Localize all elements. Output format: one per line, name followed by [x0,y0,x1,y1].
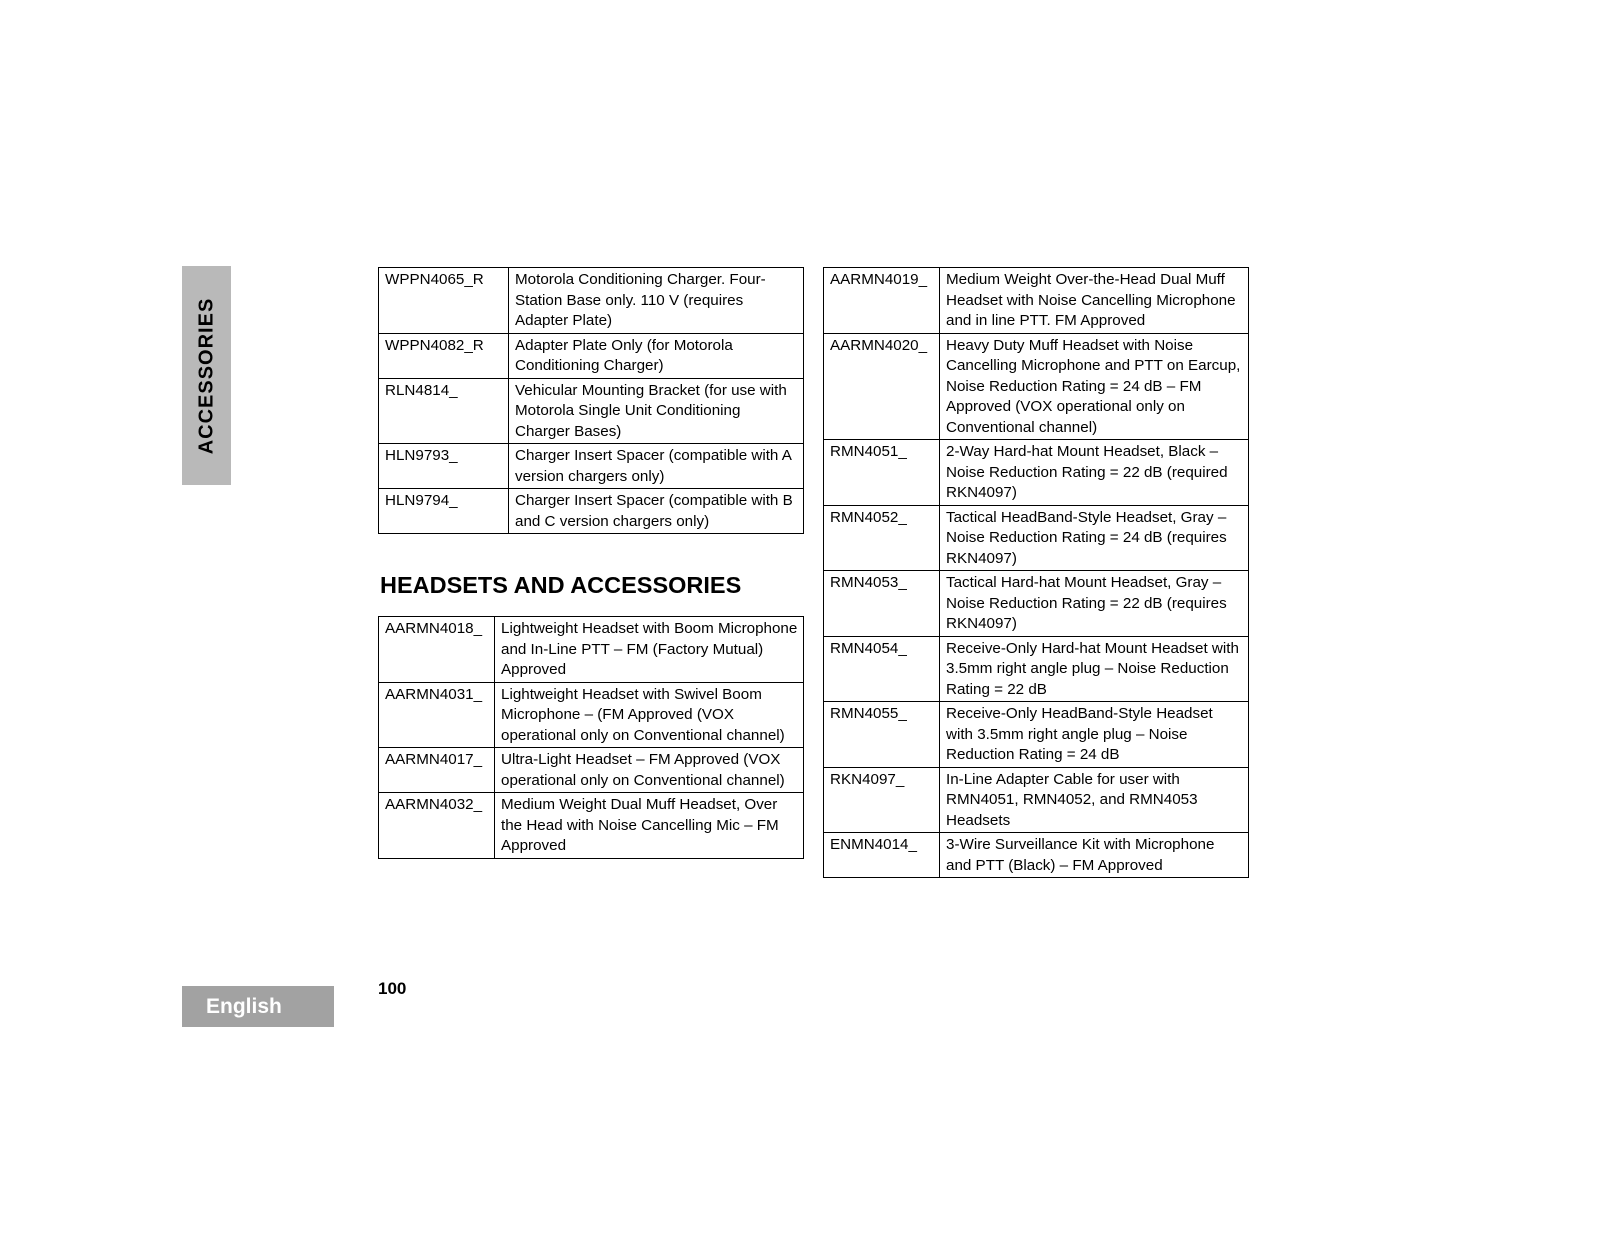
part-number: HLN9793_ [379,444,509,489]
part-number: AARMN4017_ [379,748,495,793]
table-row [824,268,1249,334]
part-number: RMN4053_ [824,571,940,637]
language-tab: English [182,986,334,1027]
table-row [379,682,804,748]
part-description: In-Line Adapter Cable for user with RMN4051, RMN4052, and RMN4053 Headsets [940,767,1249,833]
part-description: Heavy Duty Muff Headset with Noise Cancelling Microphone and PTT on Earcup, Noise Reduction Rating = 24 dB – FM Approved (VOX operational only on Conventional channel) [940,333,1249,440]
part-description: Ultra-Light Headset – FM Approved (VOX operational only on Conventional channel) [495,748,804,793]
part-number: AARMN4020_ [824,333,940,440]
table-row [824,440,1249,506]
section-side-tab-label: ACCESSORIES [195,297,217,454]
table-row [379,333,804,378]
part-description: Lightweight Headset with Boom Microphone and In-Line PTT – FM (Factory Mutual) Approved [495,617,804,683]
part-description: Charger Insert Spacer (compatible with B and C version chargers only) [509,489,804,534]
part-description: Receive-Only Hard-hat Mount Headset with 3.5mm right angle plug – Noise Reduction Rating = 22 dB [940,636,1249,702]
part-number: ENMN4014_ [824,833,940,878]
table-row [379,748,804,793]
table-row [379,793,804,859]
table-row [824,505,1249,571]
part-description: Medium Weight Over-the-Head Dual Muff Headset with Noise Cancelling Microphone and in line PTT. FM Approved [940,268,1249,334]
table-row [379,444,804,489]
part-number: AARMN4031_ [379,682,495,748]
table-row [379,617,804,683]
table-row [824,571,1249,637]
part-number: RLN4814_ [379,378,509,444]
headsets-table-continued [823,267,1249,878]
part-description: Tactical HeadBand-Style Headset, Gray – Noise Reduction Rating = 24 dB (requires RKN4097) [940,505,1249,571]
table-row [824,833,1249,878]
table-row [379,378,804,444]
part-description: Medium Weight Dual Muff Headset, Over the Head with Noise Cancelling Mic – FM Approved [495,793,804,859]
part-description: Motorola Conditioning Charger. Four-Station Base only. 110 V (requires Adapter Plate) [509,268,804,334]
part-number: RKN4097_ [824,767,940,833]
table-row [824,636,1249,702]
part-description: 3-Wire Surveillance Kit with Microphone and PTT (Black) – FM Approved [940,833,1249,878]
section-side-tab [182,266,231,485]
part-description: Vehicular Mounting Bracket (for use with Motorola Single Unit Conditioning Charger Bases) [509,378,804,444]
table-row [379,268,804,334]
table-row [824,333,1249,440]
part-description: Tactical Hard-hat Mount Headset, Gray – Noise Reduction Rating = 22 dB (requires RKN4097) [940,571,1249,637]
part-number: AARMN4019_ [824,268,940,334]
part-description: Receive-Only HeadBand-Style Headset with 3.5mm right angle plug – Noise Reduction Rating = 24 dB [940,702,1249,768]
table-row [824,767,1249,833]
part-number: RMN4051_ [824,440,940,506]
part-number: AARMN4032_ [379,793,495,859]
section-heading: HEADSETS AND ACCESSORIES [380,572,742,598]
part-number: HLN9794_ [379,489,509,534]
part-number: RMN4054_ [824,636,940,702]
part-number: AARMN4018_ [379,617,495,683]
headsets-table [378,616,804,859]
charger-accessories-table [378,267,804,534]
part-description: Lightweight Headset with Swivel Boom Microphone – (FM Approved (VOX operational only on Conventional channel) [495,682,804,748]
part-number: WPPN4082_R [379,333,509,378]
part-description: Charger Insert Spacer (compatible with A version chargers only) [509,444,804,489]
table-row [379,489,804,534]
page-number: 100 [378,979,407,998]
part-description: 2-Way Hard-hat Mount Headset, Black – Noise Reduction Rating = 22 dB (required RKN4097) [940,440,1249,506]
part-number: RMN4052_ [824,505,940,571]
table-row [824,702,1249,768]
part-number: RMN4055_ [824,702,940,768]
part-description: Adapter Plate Only (for Motorola Conditioning Charger) [509,333,804,378]
part-number: WPPN4065_R [379,268,509,334]
